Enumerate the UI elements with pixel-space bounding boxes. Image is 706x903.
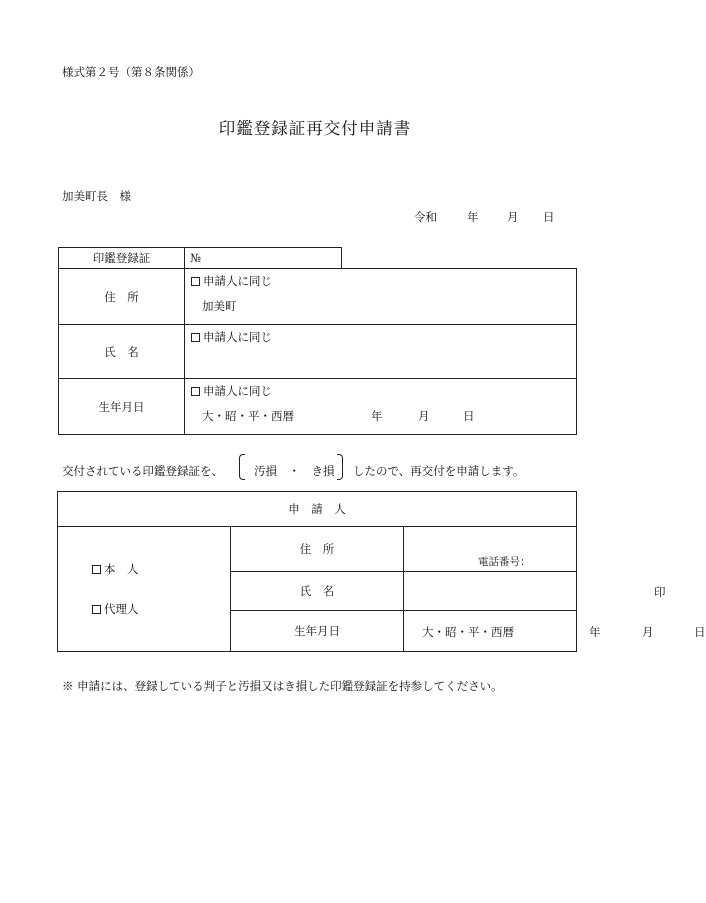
registrant-table: [58, 268, 577, 435]
reason-options[interactable]: [239, 454, 343, 480]
name-label: 氏 名: [59, 325, 185, 379]
applicant-table: [57, 491, 706, 652]
birth-year-unit: 年: [371, 409, 383, 423]
footnote: ※ 申請には、登録している判子と汚損又はき損した印鑑登録証を持参してください。: [62, 679, 503, 693]
applicant-type: [58, 527, 231, 652]
address-value: 加美町: [202, 299, 237, 313]
address-same-label: 申請人に同じ: [203, 274, 272, 288]
applicant-header: 申 請 人: [58, 492, 577, 527]
addressee: 加美町長 様: [62, 189, 131, 203]
birth-field[interactable]: [185, 379, 577, 435]
proxy-checkbox[interactable]: [92, 605, 101, 614]
address-same-checkbox[interactable]: [191, 277, 200, 286]
self-label: 本 人: [104, 562, 139, 576]
date-day: 日: [543, 210, 555, 224]
number-label: №: [190, 251, 201, 265]
reason-prefix: 交付されている印鑑登録証を、: [62, 464, 223, 478]
page-title: 印鑑登録証再交付申請書: [218, 119, 412, 138]
applicant-address-label: 住 所: [231, 527, 404, 572]
reason-suffix: したので、再交付を申請します。: [353, 464, 525, 478]
registration-number-field[interactable]: [185, 248, 342, 269]
applicant-birth-label: 生年月日: [231, 611, 404, 652]
address-label: 住 所: [59, 269, 185, 325]
applicant-address-field[interactable]: [404, 527, 577, 572]
name-field[interactable]: [185, 325, 577, 379]
birth-day-unit: 日: [463, 409, 475, 423]
applicant-birth-field[interactable]: [404, 611, 706, 652]
applicant-name-label: 氏 名: [231, 572, 404, 611]
seal-mark: 印: [654, 585, 666, 599]
address-field[interactable]: [185, 269, 577, 325]
right-bracket: [337, 454, 343, 480]
self-checkbox[interactable]: [92, 565, 101, 574]
applicant-name-field[interactable]: [404, 572, 666, 611]
form-code: 様式第２号（第８条関係）: [62, 65, 200, 79]
birth-same-checkbox[interactable]: [191, 387, 200, 396]
name-same-checkbox[interactable]: [191, 333, 200, 342]
registration-label: 印鑑登録証: [59, 248, 185, 269]
date-year: 年: [467, 210, 479, 224]
proxy-label: 代理人: [104, 602, 139, 616]
left-bracket: [239, 454, 245, 480]
birth-same-label: 申請人に同じ: [203, 384, 272, 398]
birth-label: 生年月日: [59, 379, 185, 435]
birth-eras: 大・昭・平・西暦: [202, 409, 294, 423]
date-month: 月: [507, 210, 519, 224]
applicant-year-unit: 年: [589, 625, 601, 639]
phone-label: 電話番号：: [478, 556, 531, 568]
registration-table: [58, 247, 342, 269]
applicant-day-unit: 日: [694, 625, 706, 639]
applicant-month-unit: 月: [642, 625, 654, 639]
name-same-label: 申請人に同じ: [203, 330, 272, 344]
birth-month-unit: 月: [418, 409, 430, 423]
applicant-birth-eras: 大・昭・平・西暦: [422, 625, 514, 639]
reason-options-text: 汚損 ・ き損: [254, 464, 335, 478]
date-era: 令和: [414, 210, 437, 224]
